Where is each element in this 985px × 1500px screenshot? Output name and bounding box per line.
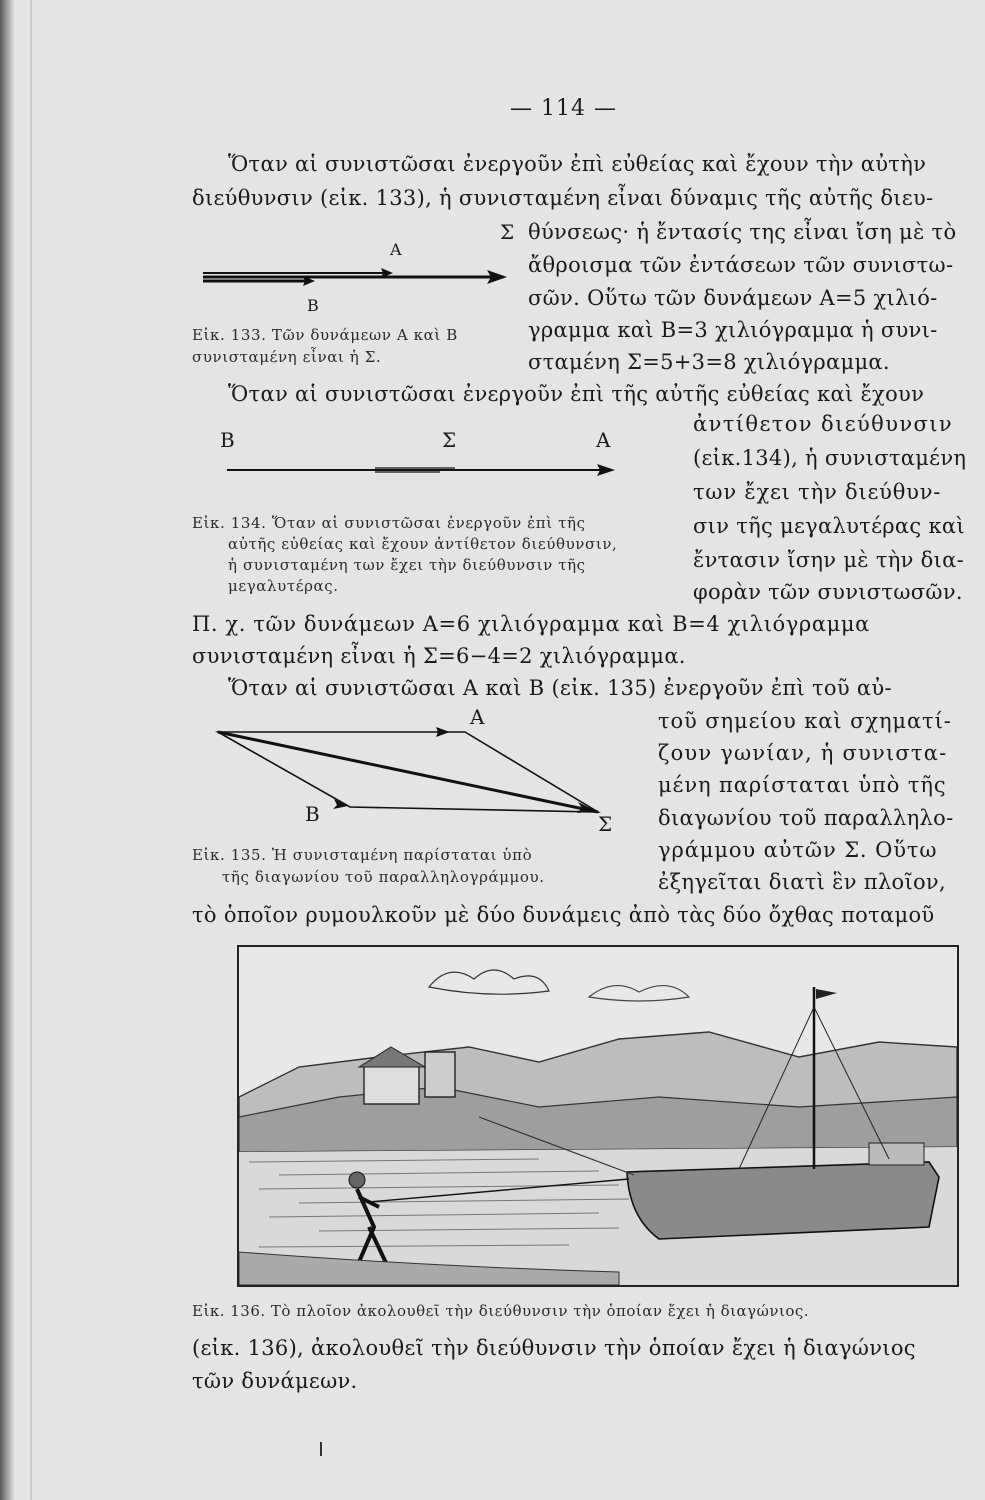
fig134-caption-line2: αὐτῆς εὐθείας καὶ ἔχουν ἀντίθετον διεύθυνσιν, (228, 535, 618, 553)
para3-line1: Ὅταν αἱ συνιστῶσαι Α καὶ Β (εἰκ. 135) ἐνεργοῦν ἐπὶ τοῦ αὐ- (228, 676, 892, 700)
para1-line5: σῶν. Οὕτω τῶν δυνάμεων Α=5 χιλιό- (528, 286, 938, 310)
fig135-diagonal-resultant (218, 732, 598, 812)
para3-line4: μένη παρίσταται ὑπὸ τῆς (658, 773, 947, 797)
fig133-caption-line2: συνισταμένη εἶναι ἡ Σ. (192, 348, 382, 366)
fig133-label-sigma: Σ (500, 220, 515, 244)
fig133-caption-line1: Εἰκ. 133. Τῶν δυνάμεων Α καὶ Β (192, 326, 458, 344)
para2-line7: φορὰν τῶν συνιστωσῶν. (693, 580, 963, 604)
para1-line7: σταμένη Σ=5+3=8 χιλιόγραμμα. (528, 350, 890, 374)
para2-line5: σιν τῆς μεγαλυτέρας καὶ (693, 514, 965, 538)
para2-line9: συνισταμένη εἶναι ἡ Σ=6−4=2 χιλιόγραμμα. (192, 644, 686, 668)
page-fold-line (30, 0, 32, 1500)
para4-line1: (εἰκ. 136), ἀκολουθεῖ τὴν διεύθυνσιν τὴν ὁποίαν ἔχει ἡ διαγώνιος (192, 1336, 916, 1360)
para1-line1: Ὅταν αἱ συνιστῶσαι ἐνεργοῦν ἐπὶ εὐθείας καὶ ἔχουν τὴν αὐτὴν (228, 152, 927, 176)
fig133-diagram (195, 260, 515, 300)
margin-mark (320, 1442, 322, 1456)
para2-line4: των ἔχει τὴν διεύθυν- (693, 480, 942, 504)
para1-line4: ἄθροισμα τῶν ἐντάσεων τῶν συνιστω- (528, 253, 954, 277)
fig134-caption-line4: μεγαλυτέρας. (228, 577, 339, 595)
fig136-engraving (237, 945, 959, 1287)
fig135-caption-line2: τῆς διαγωνίου τοῦ παραλληλογράμμου. (222, 868, 545, 886)
fig134-label-a: Α (596, 428, 611, 452)
towing-man-head (349, 1172, 365, 1188)
fig133-label-a: Α (390, 240, 402, 259)
fig134-label-b: Β (220, 428, 235, 452)
page-number: — 114 — (510, 96, 617, 121)
para1-line3: θύνσεως· ἡ ἔντασίς της εἶναι ἴση μὲ τὸ (528, 220, 957, 244)
para3-line2: τοῦ σημείου καὶ σχηματί- (658, 709, 952, 733)
para3-line6: γράμμου αὐτῶν Σ. Οὕτω (658, 838, 938, 862)
fig135-label-b: Β (305, 802, 320, 826)
para3-line3: ζουν γωνίαν, ἡ συνιστα- (658, 741, 948, 765)
ship-cabin (869, 1143, 924, 1165)
ship-hull (627, 1162, 939, 1239)
fig135-label-sigma: Σ (598, 812, 613, 836)
para4-line2: τῶν δυνάμεων. (192, 1369, 358, 1393)
fig135-label-a: Α (470, 705, 485, 729)
para3-line5: διαγωνίου τοῦ παραλληλο- (658, 806, 954, 830)
fig136-engraving-drawing (239, 947, 957, 1285)
house (364, 1064, 419, 1104)
ship-flag (816, 989, 837, 999)
fig134-diagram (225, 458, 625, 482)
house (425, 1052, 455, 1097)
cloud (429, 970, 549, 994)
para2-line1: Ὅταν αἱ συνιστῶσαι ἐνεργοῦν ἐπὶ τῆς αὐτῆς εὐθείας καὶ ἔχουν (228, 382, 925, 406)
fig133-label-b: Β (307, 296, 319, 315)
para1-line2: διεύθυνσιν (εἰκ. 133), ἡ συνισταμένη εἶναι δύναμις τῆς αὐτῆς διευ- (192, 186, 934, 210)
para3-line7: ἐξηγεῖται διατὶ ἓν πλοῖον, (658, 870, 946, 894)
para3-line8: τὸ ὁποῖον ρυμουλκοῦν μὲ δύο δυνάμεις ἀπὸ τὰς δύο ὄχθας ποταμοῦ (192, 903, 935, 927)
fig134-label-sigma: Σ (442, 428, 457, 452)
para2-line8: Π. χ. τῶν δυνάμεων Α=6 χιλιόγραμμα καὶ Β=4 χιλιόγραμμα (192, 612, 870, 636)
fig134-caption-line3: ἡ συνισταμένη των ἔχει τὴν διεύθυνσιν τῆς (228, 556, 586, 574)
fig136-caption: Εἰκ. 136. Τὸ πλοῖον ἀκολουθεῖ τὴν διεύθυνσιν τὴν ὁποίαν ἔχει ἡ διαγώνιος. (192, 1302, 810, 1320)
para2-line2: ἀντίθετον διεύθυνσιν (693, 412, 954, 436)
cloud (589, 986, 689, 1001)
page-edge-shadow (0, 0, 14, 1500)
para2-line6: ἔντασιν ἴσην μὲ τὴν δια- (693, 548, 965, 572)
fig134-caption-line1: Εἰκ. 134. Ὅταν αἱ συνιστῶσαι ἐνεργοῦν ἐπὶ τῆς (192, 514, 586, 532)
fig135-diagram (210, 722, 610, 822)
fig135-caption-line1: Εἰκ. 135. Ἡ συνισταμένη παρίσταται ὑπὸ (192, 846, 533, 864)
para2-line3: (εἰκ.134), ἡ συνισταμένη (693, 446, 967, 470)
para1-line6: γραμμα καὶ Β=3 χιλιόγραμμα ἡ συνι- (528, 318, 938, 342)
fig135-force-a-arrowhead (436, 727, 450, 737)
